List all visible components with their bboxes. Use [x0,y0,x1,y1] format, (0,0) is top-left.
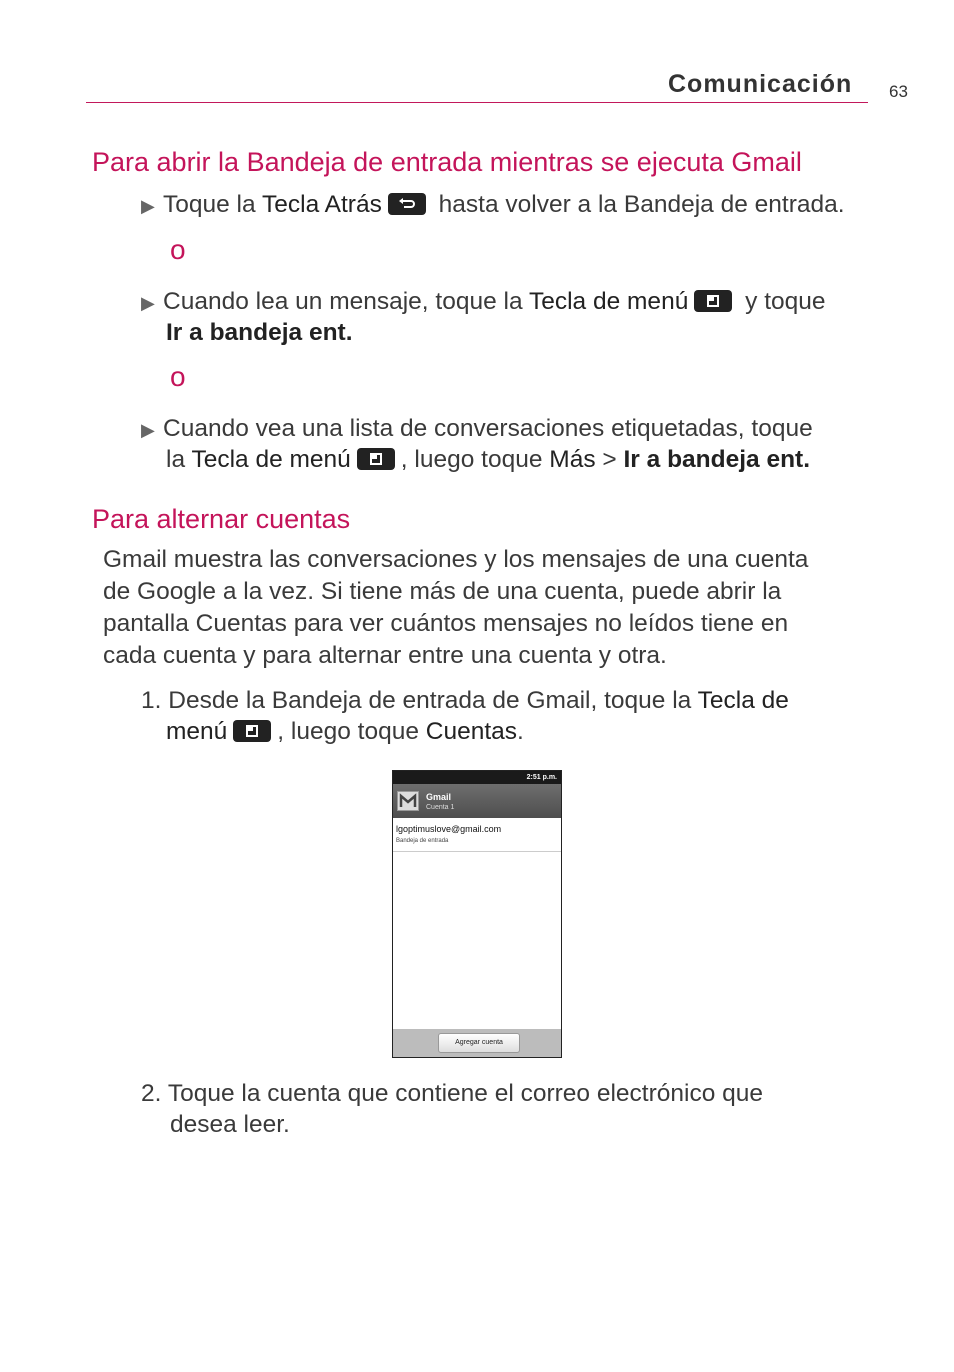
go-to-inbox-item: Ir a bandeja ent. [166,319,353,346]
step-1: 1. Desde la Bandeja de entrada de Gmail, toque la Tecla de [141,687,789,714]
heading-open-inbox: Para abrir la Bandeja de entrada mientras se ejecuta Gmail [92,147,802,177]
bottom-bar [393,1029,561,1057]
section-title: Comunicación [668,70,853,98]
gmail-logo-icon [397,791,419,811]
title-bar [393,784,561,818]
account-label: Cuenta 1 [426,804,455,811]
status-bar: 2:51 p.m. [393,771,561,784]
back-key-icon [388,193,426,215]
accounts-paragraph: Gmail muestra las conversaciones y los mensajes de una cuenta de Google a la vez. Si tiene más de una cuenta, puede abrir la pantalla Cuentas para ver cuántos mensajes no leídos tiene en cada cuenta y para alternar entre una cuenta y otra. [103,546,809,669]
account-folder: Bandeja de entrada [396,838,449,844]
or-separator: o [170,234,186,265]
heading-switch-accounts: Para alternar cuentas [92,504,351,534]
bullet-arrow-icon: ▶ [141,420,155,440]
menu-key-icon [233,720,271,742]
or-separator: o [170,361,186,392]
step-2: 2. Toque la cuenta que contiene el correo electrónico que [141,1080,764,1107]
app-title: Gmail [426,792,452,802]
bullet-arrow-icon: ▶ [141,293,155,313]
phone-screenshot [392,770,562,1058]
header-divider [86,102,868,103]
page-number: 63 [889,82,908,101]
menu-key-icon [357,448,395,470]
add-account-button[interactable]: Agregar cuenta [438,1033,520,1053]
bullet-labeled-list-line2: la Tecla de menú , luego toque Más > Ir a bandeja ent. [166,446,811,473]
step-2-line2: desea leer. [170,1111,290,1138]
menu-key-icon [694,290,732,312]
bullet-reading-message: ▶ Cuando lea un mensaje, toque la Tecla de menú y toque [141,286,826,319]
bullet-arrow-icon: ▶ [141,196,155,216]
bullet-back-key: ▶ Toque la Tecla Atrás hasta volver a la Bandeja de entrada. [141,189,845,222]
bullet-labeled-list: ▶ Cuando vea una lista de conversaciones etiquetadas, toque [141,413,813,446]
account-row[interactable] [393,818,561,852]
account-email: lgoptimuslove@gmail.com [396,824,502,834]
step-1-line2: menú , luego toque Cuentas. [166,718,524,745]
